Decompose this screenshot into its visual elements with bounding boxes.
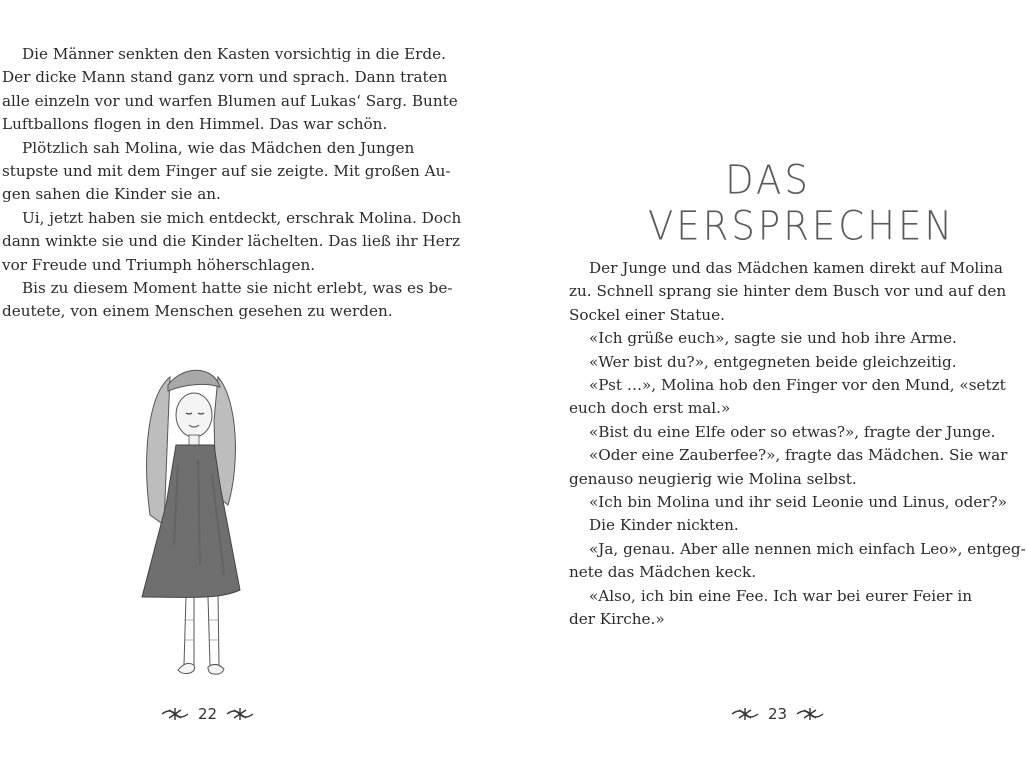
text-line: dann winkte sie und die Kinder lächelten. Das ließ ihr Herz <box>2 232 461 251</box>
text-line: «Wer bist du?», entgegneten beide gleichzeitig. <box>589 352 957 371</box>
paragraph <box>569 327 972 350</box>
page-number-right <box>730 704 825 724</box>
text-line: nete das Mädchen keck. <box>569 563 757 582</box>
text-line: Luftballons flogen in den Himmel. Das war schön. <box>2 115 388 134</box>
text-line: gen sahen die Kinder sie an. <box>2 185 221 204</box>
girl-illustration <box>128 365 258 685</box>
paragraph <box>569 421 996 444</box>
text-line: «Ja, genau. Aber alle nennen mich einfach Leo», entgeg- <box>589 539 1026 558</box>
right-page-text <box>569 257 1026 632</box>
text-line: stupste und mit dem Finger auf sie zeigte. Mit großen Au- <box>2 162 451 181</box>
star-flourish-icon <box>225 704 255 724</box>
text-line: «Ich grüße euch», sagte sie und hob ihre Arme. <box>589 329 957 348</box>
right-page <box>488 0 1026 780</box>
text-line: genauso neugierig wie Molina selbst. <box>569 469 857 488</box>
chapter-title: DAS VERSPRECHEN <box>648 156 955 250</box>
text-line: «Also, ich bin eine Fee. Ich war bei eurer Feier in <box>589 586 972 605</box>
paragraph <box>2 43 458 137</box>
paragraph <box>2 137 451 207</box>
text-line: Ui, jetzt haben sie mich entdeckt, erschrak Molina. Doch <box>22 208 462 227</box>
text-line: der Kirche.» <box>569 610 665 629</box>
paragraph <box>569 514 972 537</box>
text-line: alle einzeln vor und warfen Blumen auf Lukas‘ Sarg. Bunte <box>2 91 458 110</box>
paragraph <box>569 374 1006 421</box>
paragraph <box>569 351 972 374</box>
left-page <box>0 0 488 780</box>
text-line: Der dicke Mann stand ganz vorn und sprach. Dann traten <box>2 68 448 87</box>
text-line: Bis zu diesem Moment hatte sie nicht erlebt, was es be- <box>22 279 453 298</box>
paragraph <box>569 257 1007 327</box>
text-line: euch doch erst mal.» <box>569 399 731 418</box>
paragraph <box>569 585 972 632</box>
paragraph <box>569 444 1008 491</box>
star-flourish-icon <box>795 704 825 724</box>
text-line: Die Kinder nickten. <box>589 516 739 535</box>
text-line: Plötzlich sah Molina, wie das Mädchen den Jungen <box>22 138 415 157</box>
paragraph <box>2 207 462 277</box>
text-line: Sockel einer Statue. <box>569 305 725 324</box>
paragraph <box>569 538 1026 585</box>
page-number-22: 22 <box>198 705 218 723</box>
paragraph <box>2 277 453 324</box>
star-flourish-icon <box>730 704 760 724</box>
page-number-23: 23 <box>768 705 788 723</box>
left-page-text <box>2 43 462 324</box>
paragraph <box>569 491 1007 514</box>
text-line: «Oder eine Zauberfee?», fragte das Mädchen. Sie war <box>589 446 1008 465</box>
text-line: deutete, von einem Menschen gesehen zu werden. <box>2 302 393 321</box>
text-line: «Bist du eine Elfe oder so etwas?», fragte der Junge. <box>589 422 996 441</box>
text-line: «Ich bin Molina und ihr seid Leonie und Linus, oder?» <box>589 493 1007 512</box>
text-line: Der Junge und das Mädchen kamen direkt auf Molina <box>589 259 1003 277</box>
text-line: zu. Schnell sprang sie hinter dem Busch vor und auf den <box>569 282 1007 301</box>
text-line: vor Freude und Triumph höherschlagen. <box>2 255 316 274</box>
star-flourish-icon <box>160 704 190 724</box>
page-number-left <box>160 704 255 724</box>
text-line: «Pst …», Molina hob den Finger vor den Mund, «setzt <box>589 376 1006 395</box>
text-line: Die Männer senkten den Kasten vorsichtig in die Erde. <box>22 45 446 63</box>
